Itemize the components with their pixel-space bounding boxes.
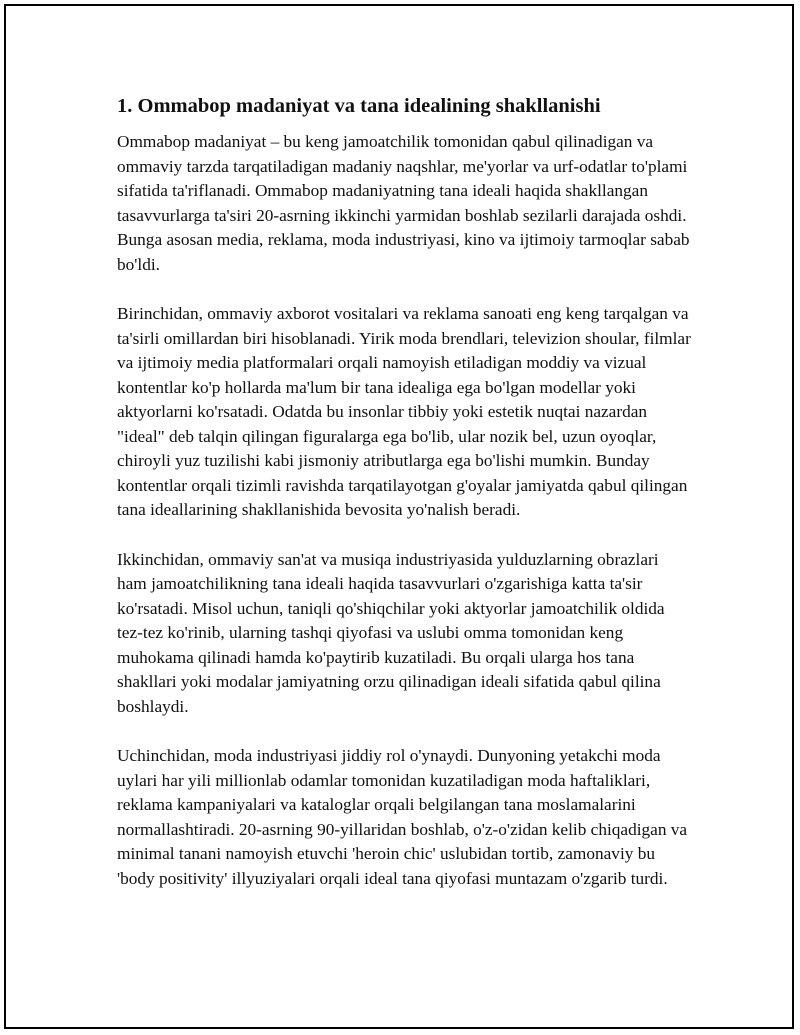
paragraph-third-point: Uchinchidan, moda industriyasi jiddiy rol o'ynaydi. Dunyoning yetakchi moda uylari har yili millionlab odamlar tomonidan kuzatiladigan moda haftaliklari, reklama kampaniyalari va kataloglar orqali belgilangan tana moslamalarini normallashtiradi. 20-asrning 90-yillaridan boshlab, o'z-o'zidan kelib chiqadigan va minimal tanani namoyish etuvchi 'heroin chic' uslubidan tortib, zamonaviy bu 'body positivity' illyuziyalari orqali ideal tana qiyofasi muntazam o'zgarib turdi. (117, 746, 688, 888)
paragraph-first-point: Birinchidan, ommaviy axborot vositalari va reklama sanoati eng keng tarqalgan va ta'sirli omillardan biri hisoblanadi. Yirik moda brendlari, televizion shoular, filmlar va ijtimoiy media platformalari orqali namoyish etiladigan moddiy va vizual kontentlar ko'p hollarda ma'lum bir tana idealiga ega bo'lgan modellar yoki aktyorlarni ko'rsatadi. Odatda bu insonlar tibbiy yoki estetik nuqtai nazardan "ideal" deb talqin qilingan figuralarga ega bo'lib, ular nozik bel, uzun oyoqlar, chiroyli yuz tuzilishi kabi jismoniy atributlarga ega bo'lishi mumkin. Bunday kontentlar orqali tizimli ravishda tarqatilayotgan g'oyalar jamiyatda qabul qilingan tana ideallarining shakllanishida bevosita yo'nalish beradi. (117, 304, 691, 519)
section-heading: 1. Ommabop madaniyat va tana idealining shakllanishi (117, 95, 601, 117)
paragraph-second-point: Ikkinchidan, ommaviy san'at va musiqa industriyasida yulduzlarning obrazlari ham jamoatchilikning tana ideali haqida tasavvurlari o'zgarishiga katta ta'sir ko'rsatadi. Misol uchun, taniqli qo'shiqchilar yoki aktyorlar jamoatchilik oldida tez-tez ko'rinib, ularning tashqi qiyofasi va uslubi omma tomonidan keng muhokama qilinadi hamda ko'paytirib kuzatiladi. Bu orqali ularga hos tana shakllari yoki modalar jamiyatning orzu qilinadigan ideali sifatida qabul qilina boshlaydi. (117, 549, 665, 716)
paragraph-intro: Ommabop madaniyat – bu keng jamoatchilik tomonidan qabul qilinadigan va ommaviy tarzda tarqatiladigan madaniy naqshlar, me'yorlar va urf-odatlar to'plami sifatida ta'riflanadi. Ommabop madaniyatning tana ideali haqida shakllangan tasavvurlarga ta'siri 20-asrning ikkinchi yarmidan boshlab sezilarli darajada oshdi. Bunga asosan media, reklama, moda industriyasi, kino va ijtimoiy tarmoqlar sabab bo'ldi. (117, 132, 690, 274)
document-body (117, 92, 692, 916)
